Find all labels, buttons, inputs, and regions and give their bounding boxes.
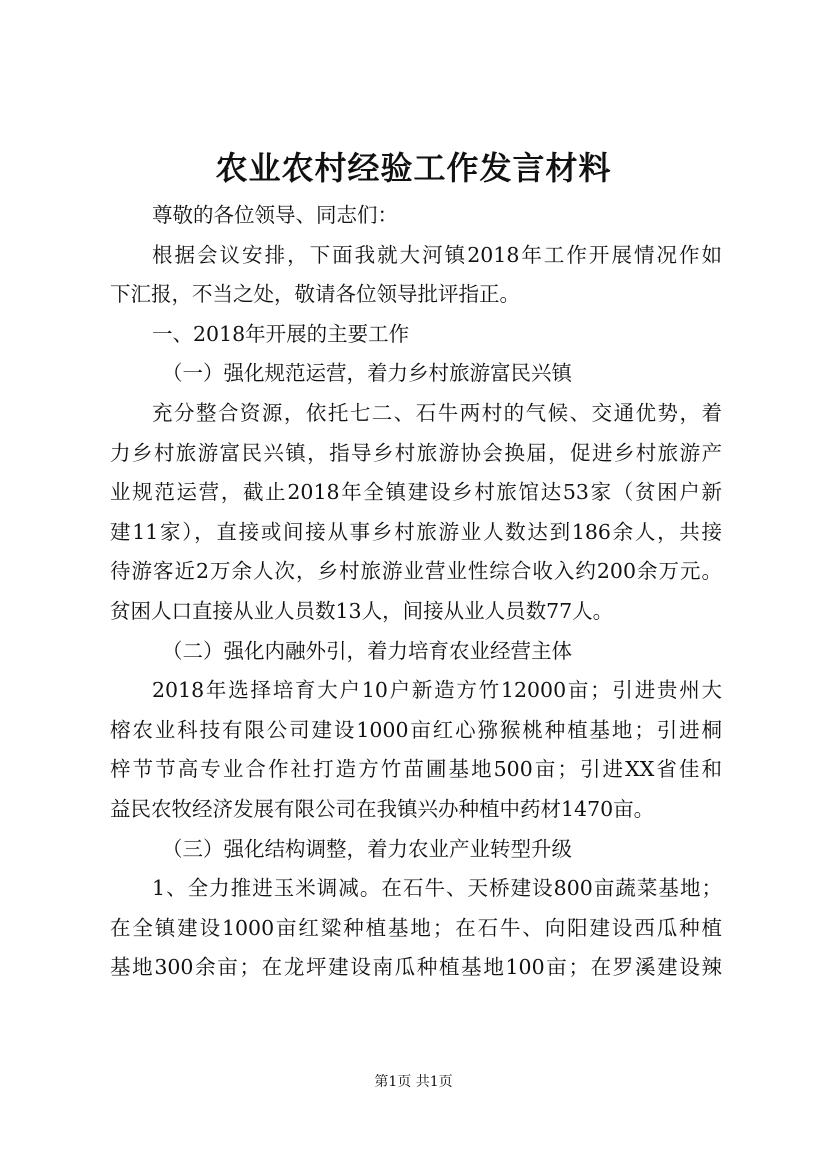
- salutation-line: 尊敬的各位领导、同志们：: [152, 203, 398, 227]
- paragraph-line: 基地300余亩；在龙坪建设南瓜种植基地100亩；在罗溪建设辣: [110, 955, 722, 980]
- section-heading: 一、2018年开展的主要工作: [152, 321, 410, 346]
- document-body: [110, 196, 722, 988]
- paragraph-line: 在全镇建设1000亩红粱种植基地；在石牛、向阳建设西瓜种植: [110, 915, 722, 940]
- paragraph-line: 2018年选择培育大户10户新造方竹12000亩；引进贵州大: [152, 678, 722, 703]
- subsection-heading: （一）强化规范运营，着力乡村旅游富民兴镇: [162, 361, 572, 386]
- paragraph-line: 根据会议安排，下面我就大河镇2018年工作开展情况作如: [152, 242, 722, 267]
- paragraph-line: 益民农牧经济发展有限公司在我镇兴办种植中药材1470亩。: [110, 796, 655, 821]
- paragraph-line: 待游客近2万余人次，乡村旅游业营业性综合收入约200余万元。: [110, 559, 722, 584]
- paragraph-line: 力乡村旅游富民兴镇，指导乡村旅游协会换届，促进乡村旅游产: [110, 440, 722, 465]
- paragraph-line: 业规范运营，截止2018年全镇建设乡村旅馆达53家（贫困户新: [110, 480, 722, 505]
- paragraph-line: 梓节节高专业合作社打造方竹苗圃基地500亩；引进XX省佳和: [110, 757, 722, 782]
- subsection-heading: （二）强化内融外引，着力培育农业经营主体: [162, 638, 572, 663]
- paragraph-line: 贫困人口直接从业人员数13人，间接从业人员数77人。: [110, 598, 614, 623]
- paragraph-line: 榕农业科技有限公司建设1000亩红心猕猴桃种植基地；引进桐: [110, 717, 722, 742]
- subsection-heading: （三）强化结构调整，着力农业产业转型升级: [162, 836, 572, 861]
- paragraph-line: 建11家），直接或间接从事乡村旅游业人数达到186余人，共接: [110, 519, 722, 544]
- page-footer: 第1页 共1页: [374, 1074, 453, 1090]
- paragraph-line: 1、全力推进玉米调减。在石牛、天桥建设800亩蔬菜基地；: [152, 876, 722, 901]
- document-title: 农业农村经验工作发言材料: [215, 149, 612, 187]
- paragraph-line: 下汇报，不当之处，敬请各位领导批评指正。: [110, 282, 520, 307]
- paragraph-line: 充分整合资源，依托七二、石牛两村的气候、交通优势，着: [152, 400, 722, 425]
